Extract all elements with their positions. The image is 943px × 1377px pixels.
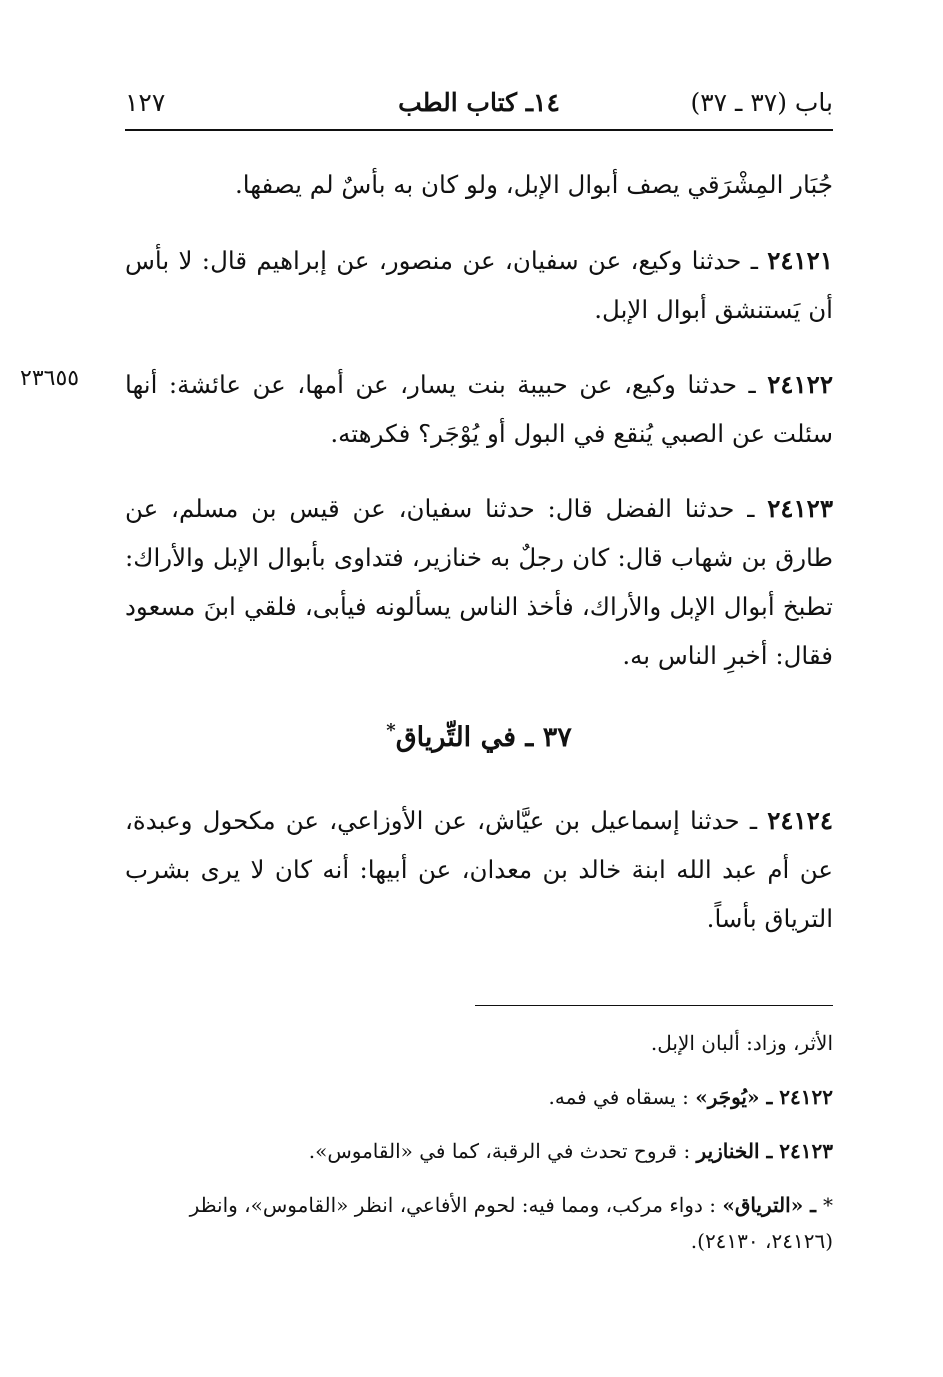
paragraph-text: جُبَار المِشْرَقي يصف أبوال الإبل، ولو كان به بأسٌ لم يصفها. — [234, 170, 833, 199]
chapter-heading — [125, 720, 833, 753]
hadith-text: ـ حدثنا الفضل قال: حدثنا سفيان، عن قيس بن مسلم، عن طارق بن شهاب قال: كان رجلٌ به خنازير، فتداوى بأبوال الإبل والأراك: تطبخ أبوال الإبل والأراك، فأخذ الناس يسألونه فيأبى، فلقي ابنَ مسعود فقال: أخبرِ الناس به. — [125, 494, 833, 670]
footnote-term: ـ «الترياق» — [722, 1193, 823, 1217]
chapter-title: ٣٧ ـ في التِّرياق — [395, 722, 572, 753]
hadith-number: ٢٤١٢٤ — [767, 806, 833, 835]
hadith-number: ٢٤١٢٣ — [767, 494, 833, 523]
footnote-text: : دواء مركب، ومما فيه: لحوم الأفاعي، انظر «القاموس»، وانظر (٢٤١٢٦، ٢٤١٣٠). — [189, 1193, 833, 1253]
footnote-tiryaq — [125, 1187, 833, 1259]
footnote-mark: * — [386, 720, 396, 741]
header-rule — [125, 129, 833, 131]
hadith-24123 — [125, 484, 833, 680]
paragraph-continuation — [125, 160, 833, 209]
footnote-24123 — [125, 1133, 833, 1169]
footnote-star: * — [823, 1193, 833, 1217]
hadith-text: ـ حدثنا إسماعيل بن عيَّاش، عن الأوزاعي، عن مكحول وعبدة، عن أم عبد الله ابنة خالد بن معدان، عن أبيها: أنه كان لا يرى بشرب الترياق بأساً. — [125, 806, 833, 933]
footnote-number: ٢٤١٢٣ — [779, 1139, 833, 1163]
footnote-text: : قروح تحدث في الرقبة، كما في «القاموس». — [308, 1139, 697, 1163]
cross-reference-number: ٢٣٦٥٥ — [20, 366, 80, 391]
hadith-24122 — [125, 360, 833, 458]
page-number: ١٢٧ — [125, 88, 166, 117]
hadith-text: ـ حدثنا وكيع، عن حبيبة بنت يسار، عن أمها، عن عائشة: أنها سئلت عن الصبي يُنقع في البول أو يُوْجَر؟ فكرهته. — [125, 370, 833, 448]
hadith-number: ٢٤١٢٢ — [767, 370, 833, 399]
footnote-term: ـ الخنازير — [696, 1139, 780, 1163]
hadith-24124 — [125, 796, 833, 943]
hadith-number: ٢٤١٢١ — [767, 246, 833, 275]
running-header — [125, 88, 833, 124]
header-book-title: ١٤ـ كتاب الطب — [398, 88, 560, 117]
footnote-text: : يسقاه في فمه. — [548, 1085, 696, 1109]
footnote-continuation — [125, 1025, 833, 1061]
footnote-24122 — [125, 1079, 833, 1115]
hadith-text: ـ حدثنا وكيع، عن سفيان، عن منصور، عن إبراهيم قال: لا بأس أن يَستنشق أبوال الإبل. — [125, 246, 833, 324]
footnote-rule — [475, 1005, 833, 1006]
footnote-text: الأثر، وزاد: ألبان الإبل. — [650, 1031, 833, 1055]
hadith-24121 — [125, 236, 833, 334]
footnote-term: ـ «يُوجَر» — [695, 1085, 780, 1109]
header-chapter-range: باب (٣٧ ـ ٣٧) — [690, 88, 833, 117]
footnote-number: ٢٤١٢٢ — [779, 1085, 833, 1109]
